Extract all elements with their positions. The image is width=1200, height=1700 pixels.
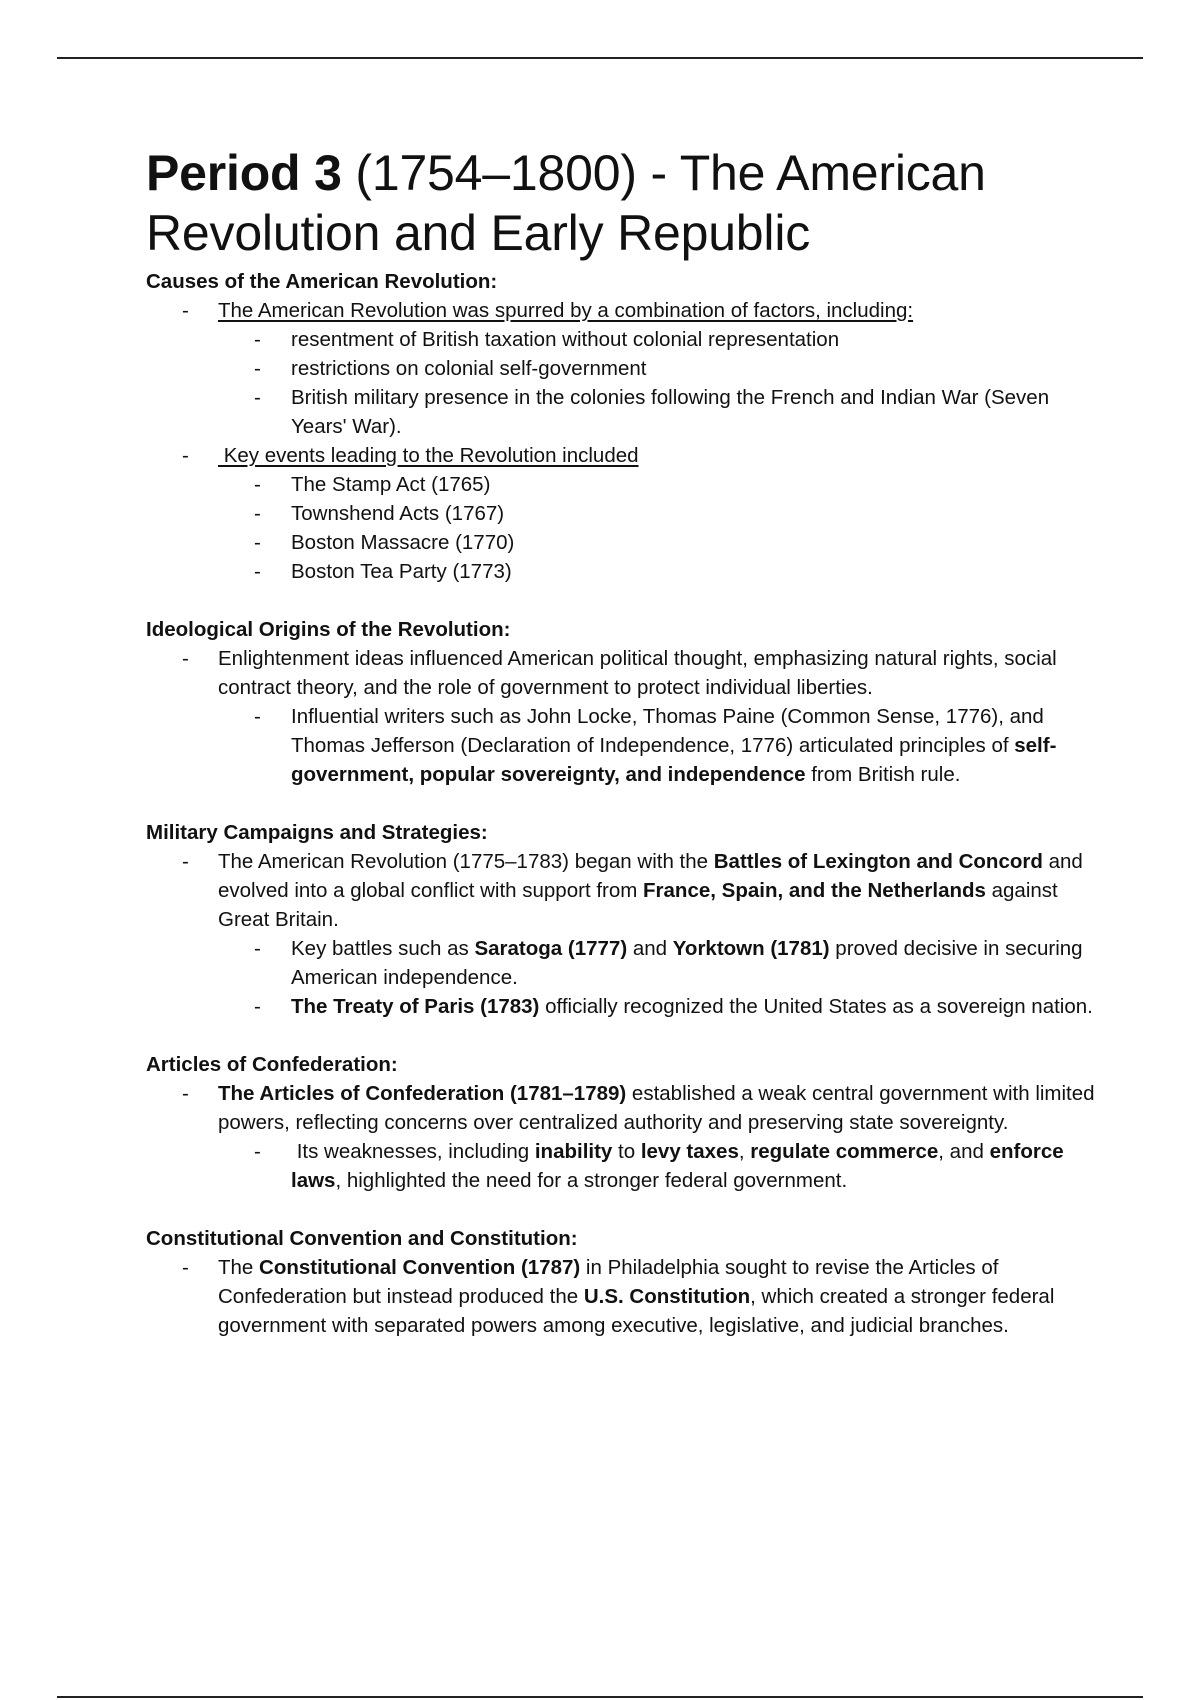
bottom-rule — [57, 1696, 1143, 1698]
list-item-text: British military presence in the colonies following the French and Indian War (Seven Years' War). — [291, 386, 1050, 438]
section-military — [146, 818, 1106, 1021]
section-heading: Constitutional Convention and Constitution: — [146, 1227, 578, 1250]
bullet-dash: - — [182, 1256, 189, 1279]
bold-text: regulate commerce — [750, 1140, 939, 1163]
text-run: Influential writers such as John Locke, Thomas Paine (Common Sense, 1776), and Thomas Jefferson (Declaration of Independence, 1776) articulated principles of — [291, 705, 1044, 757]
bold-text: Saratoga (1777) — [474, 937, 628, 960]
list-item — [146, 325, 1106, 354]
top-rule — [57, 57, 1143, 59]
bold-text: Battles of Lexington and Concord — [713, 850, 1043, 873]
section-heading: Causes of the American Revolution: — [146, 270, 498, 293]
bold-text: levy taxes — [640, 1140, 739, 1163]
section-ideological — [146, 615, 1106, 789]
list-item — [146, 1079, 1106, 1195]
list-item — [146, 354, 1106, 383]
list-item-text: resentment of British taxation without colonial representation — [291, 328, 840, 351]
list-item-text: Enlightenment ideas influenced American political thought, emphasizing natural rights, social contract theory, and the role of government to protect individual liberties. — [218, 647, 1057, 699]
bullet-dash: - — [254, 328, 261, 351]
bold-text: U.S. Constitution — [583, 1285, 751, 1308]
section-heading: Ideological Origins of the Revolution: — [146, 618, 511, 641]
list-item — [146, 1137, 1106, 1195]
list-item — [146, 383, 1106, 441]
text-run: in Philadelphia sought to revise the Articles of Confederation but instead produced the — [218, 1256, 999, 1308]
text-run: and evolved into a global conflict with support from — [218, 850, 1083, 902]
bullet-dash: - — [254, 473, 261, 496]
list-item — [146, 528, 1106, 557]
list-item — [146, 499, 1106, 528]
text-run: against Great Britain. — [218, 879, 1058, 931]
list-item — [146, 1253, 1106, 1340]
bold-text: The Articles of Confederation (1781–1789) — [218, 1082, 627, 1105]
bullet-dash: - — [254, 560, 261, 583]
text-run: proved decisive in securing American independence. — [291, 937, 1083, 989]
list-item-text: Townshend Acts (1767) — [291, 502, 505, 525]
list-item — [146, 702, 1106, 789]
list-item — [146, 557, 1106, 586]
bold-text: Constitutional Convention (1787) — [259, 1256, 581, 1279]
document-body — [146, 143, 1106, 1369]
text-run: and — [627, 937, 673, 960]
list-item — [146, 441, 1106, 586]
bullet-dash: - — [254, 1140, 261, 1163]
bold-text: enforce laws — [291, 1140, 1064, 1192]
bullet-dash: - — [182, 1082, 189, 1105]
list-item — [146, 992, 1106, 1021]
text-run: Key battles such as — [291, 937, 475, 960]
text-run: to — [612, 1140, 641, 1163]
text-run: Its weaknesses, including — [291, 1140, 535, 1163]
section-articles — [146, 1050, 1106, 1195]
bullet-dash: - — [254, 995, 261, 1018]
list-item-text: The Stamp Act (1765) — [291, 473, 491, 496]
title-rest: (1754–1800) - The American Revolution and Early Republic — [146, 145, 986, 261]
bullet-dash: - — [182, 647, 189, 670]
list-item — [146, 644, 1106, 789]
section-causes — [146, 267, 1106, 586]
bullet-dash: - — [254, 531, 261, 554]
text-run: officially recognized the United States as a sovereign nation. — [539, 995, 1093, 1018]
list-item — [146, 847, 1106, 1021]
list-item — [146, 934, 1106, 992]
text-run: , and — [938, 1140, 990, 1163]
bullet-dash: - — [182, 850, 189, 873]
bullet-dash: - — [254, 357, 261, 380]
section-heading: Military Campaigns and Strategies: — [146, 821, 488, 844]
bullet-dash: - — [254, 705, 261, 728]
bold-text: The Treaty of Paris (1783) — [291, 995, 540, 1018]
title-period: Period 3 — [146, 145, 342, 201]
text-run: The American Revolution (1775–1783) began with the — [218, 850, 714, 873]
list-item — [146, 296, 1106, 441]
text-run: from British rule. — [805, 763, 961, 786]
list-item-text: Boston Massacre (1770) — [291, 531, 515, 554]
bullet-dash: - — [182, 299, 189, 322]
text-run: established a weak central government with limited powers, reflecting concerns over centralized authority and preserving state sovereignty. — [218, 1082, 1095, 1134]
bullet-dash: - — [254, 502, 261, 525]
list-item — [146, 470, 1106, 499]
section-heading: Articles of Confederation: — [146, 1053, 398, 1076]
section-constitution — [146, 1224, 1106, 1340]
text-run: , which created a stronger federal government with separated powers among executive, legislative, and judicial branches. — [218, 1285, 1055, 1337]
bold-text: France, Spain, and the Netherlands — [643, 879, 986, 902]
list-item-text: restrictions on colonial self-government — [291, 357, 647, 380]
bullet-dash: - — [254, 937, 261, 960]
text-run: , highlighted the need for a stronger federal government. — [335, 1169, 848, 1192]
bold-text: self-government, popular sovereignty, and independence — [291, 734, 1057, 786]
bold-text: inability — [534, 1140, 613, 1163]
bullet-dash: - — [254, 386, 261, 409]
bullet-dash: - — [182, 444, 189, 467]
bold-text: Yorktown (1781) — [672, 937, 830, 960]
page-title — [146, 143, 1106, 263]
list-item-text: The American Revolution was spurred by a combination of factors, including: — [218, 299, 914, 322]
list-item-text: Boston Tea Party (1773) — [291, 560, 512, 583]
list-item-text: Key events leading to the Revolution included — [218, 444, 639, 467]
text-run: , — [738, 1140, 751, 1163]
text-run: The — [218, 1256, 260, 1279]
